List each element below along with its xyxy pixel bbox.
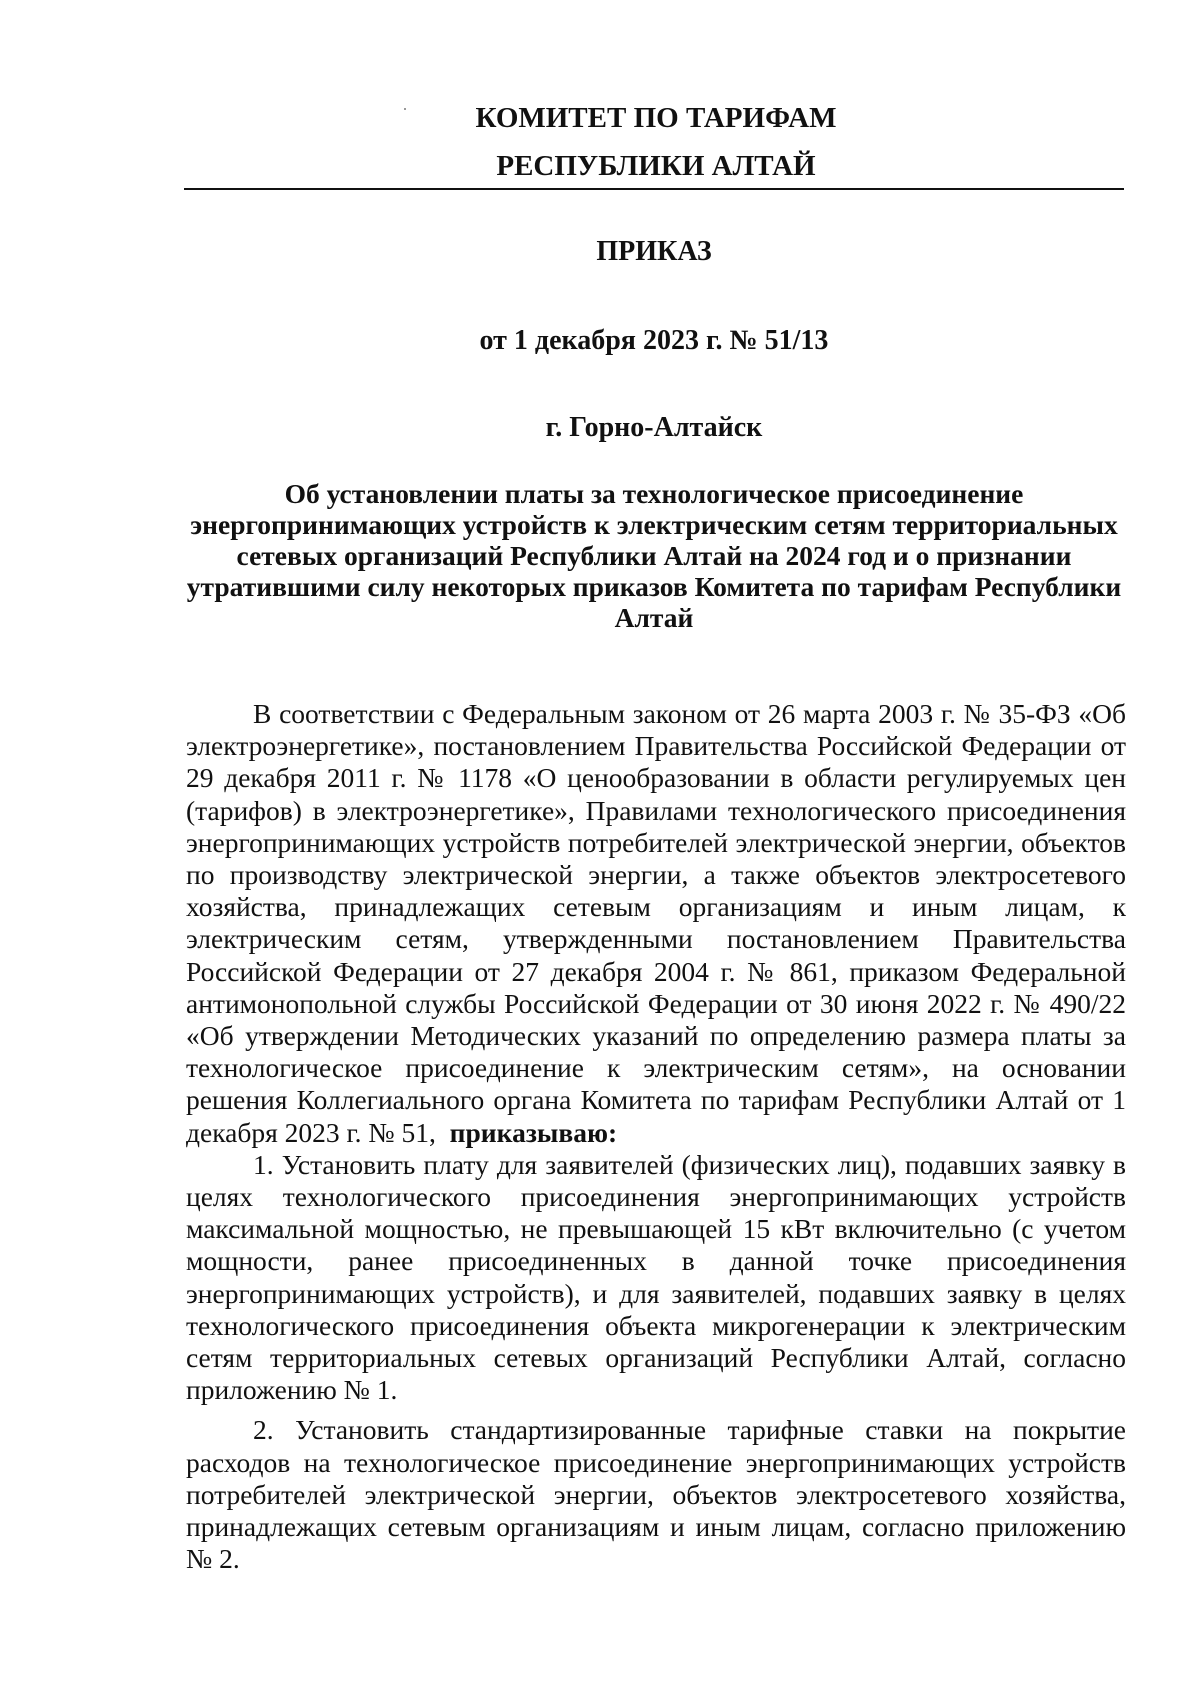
document-title: Об установлении платы за технологическое присоединение энергопринимающих устройств к электрическим сетям территориальных сетевых организаций Республики Алтай на 2024 год и о признании утратившими силу некоторых приказов Комитета по тарифам Республики Алтай bbox=[186, 478, 1122, 633]
document-city: г. Горно-Алтайск bbox=[545, 412, 763, 443]
document-type: ПРИКАЗ bbox=[596, 236, 712, 267]
committee-name-line2: РЕСПУБЛИКИ АЛТАЙ bbox=[496, 150, 816, 182]
preamble-text: В соответствии с Федеральным законом от 26 марта 2003 г. № 35-ФЗ «Об электроэнергетике», постановлением Правительства Российской Федерации от 29 декабря 2011 г. № 1178 «О ценообразовании в области регулируемых цен (тарифов) в электроэнергетике», Правилами технологического присоединения энергопринимающих устройств потребителей электрической энергии, объектов по производству электрической энергии, а также объектов электросетевого хозяйства, принадлежащих сетевым организациям и иным лицам, к электрическим сетям, утвержденными постановлением Правительства Российской Федерации от 27 декабря 2004 г. № 861, приказом Федеральной антимонопольной службы Российской Федерации от 30 июня 2022 г. № 490/22 «Об утверждении Методических указаний по определению размера платы за технологическое присоединение к электрическим сетям», на основании решения Коллегиального органа Комитета по тарифам Республики Алтай от 1 декабря 2023 г. № 51, bbox=[186, 698, 1126, 1148]
document-date-number: от 1 декабря 2023 г. № 51/13 bbox=[479, 325, 829, 356]
document-body bbox=[186, 698, 1126, 1575]
header-divider bbox=[184, 188, 1124, 190]
order-word: приказываю: bbox=[449, 1116, 618, 1148]
scan-speck bbox=[404, 108, 406, 110]
committee-name-line1: КОМИТЕТ ПО ТАРИФАМ bbox=[475, 102, 837, 134]
preamble-paragraph bbox=[186, 698, 1126, 1149]
item-2-paragraph: 2. Установить стандартизированные тарифные ставки на покрытие расходов на технологическое присоединение энергопринимающих устройств потребителей электрической энергии, объектов электросетевого хозяйства, принадлежащих сетевым организациям и иным лицам, согласно приложению № 2. bbox=[186, 1414, 1126, 1575]
item-1-paragraph: 1. Установить плату для заявителей (физических лиц), подавших заявку в целях технологического присоединения энергопринимающих устройств максимальной мощностью, не превышающей 15 кВт включительно (с учетом мощности, ранее присоединенных в данной точке присоединения энергопринимающих устройств), и для заявителей, подавших заявку в целях технологического присоединения объекта микрогенерации к электрическим сетям территориальных сетевых организаций Республики Алтай, согласно приложению № 1. bbox=[186, 1148, 1126, 1406]
